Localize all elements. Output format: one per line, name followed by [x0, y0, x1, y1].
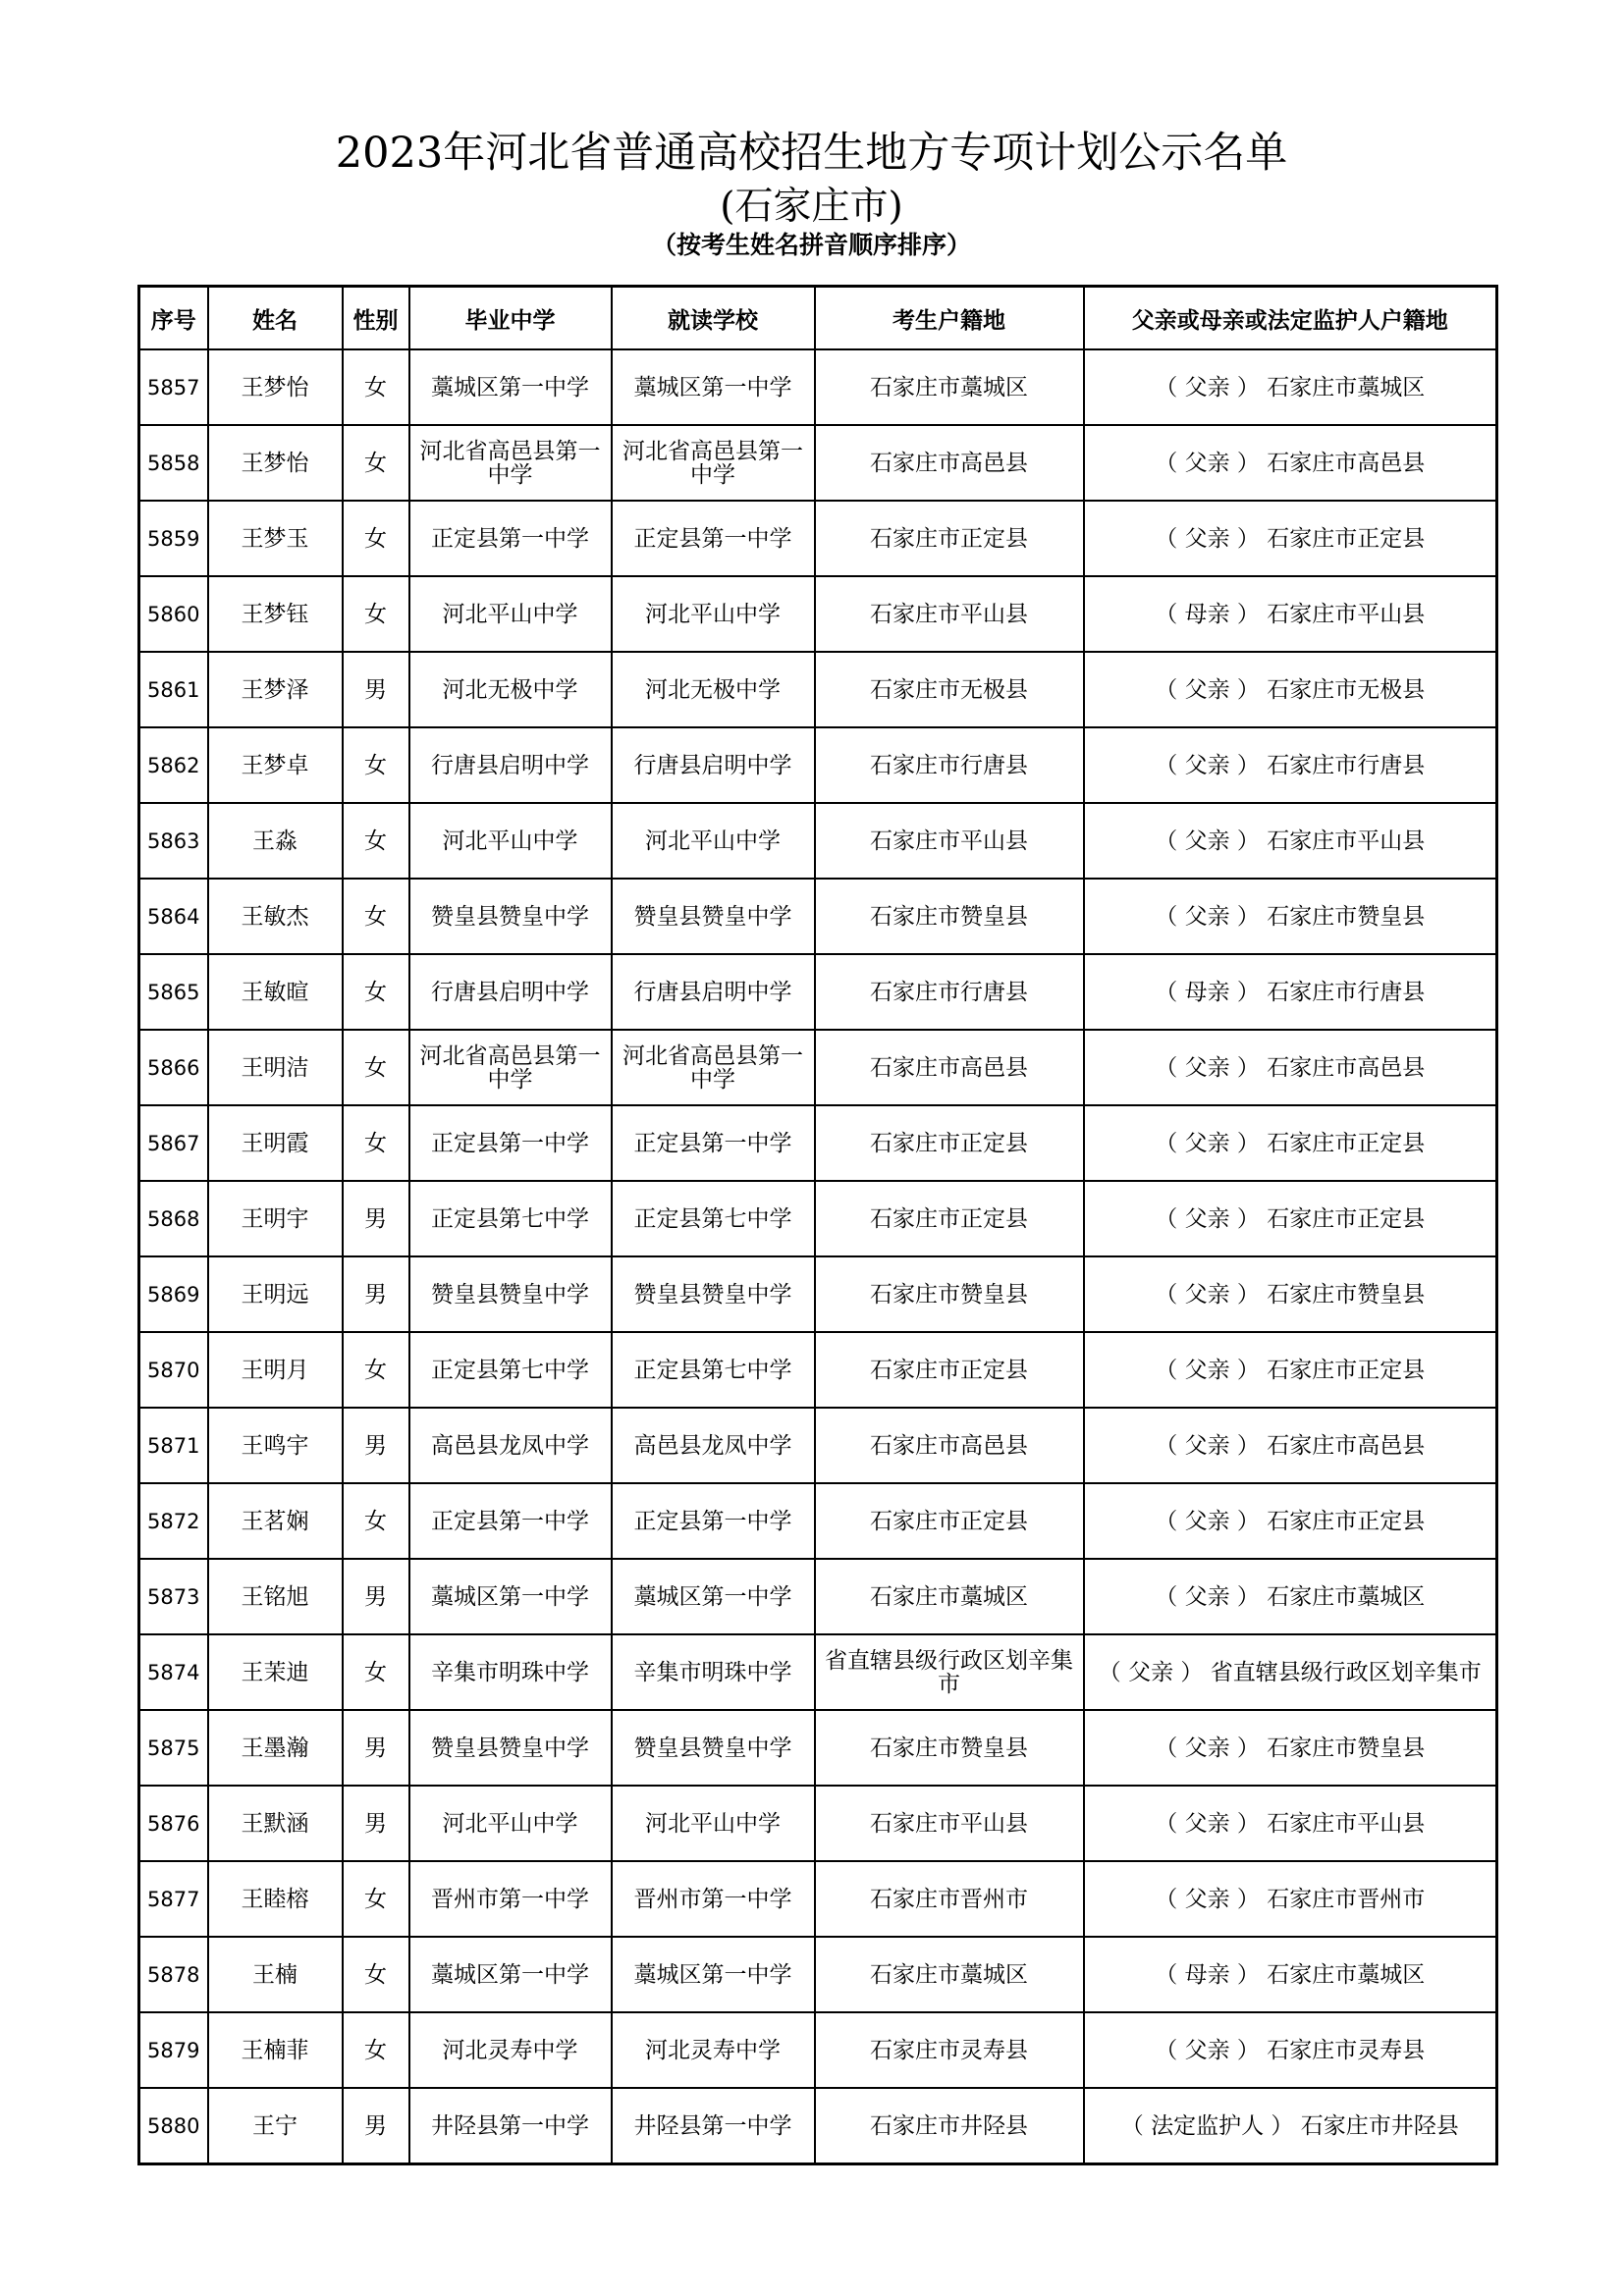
table-row	[139, 803, 1497, 879]
cell-current-school: 藁城区第一中学	[612, 1937, 815, 2012]
cell-parent-residence: （ 父亲 ） 石家庄市正定县	[1084, 501, 1497, 576]
cell-current-school: 藁城区第一中学	[612, 349, 815, 425]
cell-gender: 女	[343, 1332, 409, 1408]
cell-seq: 5867	[139, 1105, 208, 1181]
cell-graduation-school: 赞皇县赞皇中学	[409, 1256, 612, 1332]
cell-gender: 女	[343, 576, 409, 652]
cell-name: 王梦玉	[208, 501, 343, 576]
cell-parent-residence: （ 父亲 ） 石家庄市平山县	[1084, 803, 1497, 879]
roster-table	[137, 285, 1498, 2165]
cell-student-residence: 石家庄市赞皇县	[815, 879, 1084, 954]
cell-gender: 女	[343, 2012, 409, 2088]
table-row	[139, 1483, 1497, 1559]
cell-parent-residence: （ 父亲 ） 石家庄市无极县	[1084, 652, 1497, 727]
cell-name: 王墨瀚	[208, 1710, 343, 1786]
cell-name: 王铭旭	[208, 1559, 343, 1634]
cell-current-school: 河北无极中学	[612, 652, 815, 727]
cell-gender: 女	[343, 425, 409, 501]
cell-parent-residence: （ 父亲 ） 石家庄市藁城区	[1084, 1559, 1497, 1634]
cell-student-residence: 石家庄市行唐县	[815, 954, 1084, 1030]
cell-gender: 男	[343, 1786, 409, 1861]
cell-graduation-school: 藁城区第一中学	[409, 349, 612, 425]
cell-graduation-school: 藁城区第一中学	[409, 1559, 612, 1634]
table-row	[139, 1634, 1497, 1710]
cell-current-school: 正定县第一中学	[612, 501, 815, 576]
cell-student-residence: 石家庄市晋州市	[815, 1861, 1084, 1937]
cell-current-school: 正定县第七中学	[612, 1181, 815, 1256]
header-gender: 性别	[343, 287, 409, 350]
cell-current-school: 赞皇县赞皇中学	[612, 879, 815, 954]
cell-student-residence: 石家庄市赞皇县	[815, 1256, 1084, 1332]
cell-seq: 5866	[139, 1030, 208, 1105]
cell-parent-residence: （ 父亲 ） 石家庄市平山县	[1084, 1786, 1497, 1861]
cell-parent-residence: （ 父亲 ） 石家庄市正定县	[1084, 1181, 1497, 1256]
cell-parent-residence: （ 父亲 ） 石家庄市晋州市	[1084, 1861, 1497, 1937]
cell-current-school: 河北平山中学	[612, 803, 815, 879]
cell-student-residence: 石家庄市正定县	[815, 501, 1084, 576]
cell-name: 王梦泽	[208, 652, 343, 727]
cell-gender: 女	[343, 501, 409, 576]
page-subtitle: (石家庄市)	[720, 185, 903, 229]
cell-name: 王梦钰	[208, 576, 343, 652]
cell-current-school: 河北灵寿中学	[612, 2012, 815, 2088]
cell-gender: 男	[343, 2088, 409, 2164]
cell-seq: 5859	[139, 501, 208, 576]
cell-name: 王明宇	[208, 1181, 343, 1256]
cell-seq: 5870	[139, 1332, 208, 1408]
sort-note: （按考生姓名拼音顺序排序）	[651, 231, 971, 259]
table-row	[139, 652, 1497, 727]
cell-parent-residence: （ 父亲 ） 石家庄市赞皇县	[1084, 879, 1497, 954]
table-row	[139, 1408, 1497, 1483]
cell-parent-residence: （ 父亲 ） 石家庄市赞皇县	[1084, 1710, 1497, 1786]
cell-seq: 5869	[139, 1256, 208, 1332]
cell-name: 王梦卓	[208, 727, 343, 803]
cell-parent-residence: （ 父亲 ） 石家庄市正定县	[1084, 1105, 1497, 1181]
cell-graduation-school: 正定县第一中学	[409, 1105, 612, 1181]
cell-name: 王梦怡	[208, 425, 343, 501]
cell-name: 王明洁	[208, 1030, 343, 1105]
cell-seq: 5877	[139, 1861, 208, 1937]
header-graduation-school: 毕业中学	[409, 287, 612, 350]
table-row	[139, 576, 1497, 652]
cell-seq: 5863	[139, 803, 208, 879]
page-title: 2023年河北省普通高校招生地方专项计划公示名单	[335, 129, 1288, 178]
table-row	[139, 954, 1497, 1030]
cell-current-school: 河北省高邑县第一中学	[612, 1030, 815, 1105]
cell-student-residence: 石家庄市高邑县	[815, 1030, 1084, 1105]
cell-graduation-school: 井陉县第一中学	[409, 2088, 612, 2164]
cell-graduation-school: 河北省高邑县第一中学	[409, 425, 612, 501]
cell-seq: 5878	[139, 1937, 208, 2012]
cell-gender: 女	[343, 1634, 409, 1710]
table-row	[139, 501, 1497, 576]
table-row	[139, 2012, 1497, 2088]
cell-graduation-school: 河北灵寿中学	[409, 2012, 612, 2088]
cell-gender: 男	[343, 1181, 409, 1256]
cell-current-school: 正定县第一中学	[612, 1105, 815, 1181]
cell-name: 王明霞	[208, 1105, 343, 1181]
cell-gender: 男	[343, 652, 409, 727]
cell-graduation-school: 河北无极中学	[409, 652, 612, 727]
cell-gender: 女	[343, 1105, 409, 1181]
cell-parent-residence: （ 父亲 ） 石家庄市高邑县	[1084, 1408, 1497, 1483]
cell-name: 王宁	[208, 2088, 343, 2164]
cell-graduation-school: 赞皇县赞皇中学	[409, 1710, 612, 1786]
cell-parent-residence: （ 父亲 ） 石家庄市赞皇县	[1084, 1256, 1497, 1332]
cell-gender: 男	[343, 1408, 409, 1483]
cell-seq: 5874	[139, 1634, 208, 1710]
cell-gender: 男	[343, 1559, 409, 1634]
cell-parent-residence: （ 父亲 ） 石家庄市高邑县	[1084, 1030, 1497, 1105]
header-student-residence: 考生户籍地	[815, 287, 1084, 350]
cell-seq: 5862	[139, 727, 208, 803]
cell-parent-residence: （ 法定监护人 ） 石家庄市井陉县	[1084, 2088, 1497, 2164]
cell-graduation-school: 正定县第七中学	[409, 1181, 612, 1256]
cell-current-school: 正定县第七中学	[612, 1332, 815, 1408]
cell-student-residence: 石家庄市平山县	[815, 1786, 1084, 1861]
cell-graduation-school: 赞皇县赞皇中学	[409, 879, 612, 954]
cell-gender: 女	[343, 1030, 409, 1105]
cell-current-school: 藁城区第一中学	[612, 1559, 815, 1634]
cell-parent-residence: （ 父亲 ） 石家庄市藁城区	[1084, 349, 1497, 425]
cell-seq: 5872	[139, 1483, 208, 1559]
cell-graduation-school: 行唐县启明中学	[409, 727, 612, 803]
cell-graduation-school: 高邑县龙凤中学	[409, 1408, 612, 1483]
cell-student-residence: 省直辖县级行政区划辛集市	[815, 1634, 1084, 1710]
table-row	[139, 1786, 1497, 1861]
cell-name: 王茗娴	[208, 1483, 343, 1559]
cell-gender: 男	[343, 1710, 409, 1786]
cell-student-residence: 石家庄市正定县	[815, 1181, 1084, 1256]
cell-graduation-school: 辛集市明珠中学	[409, 1634, 612, 1710]
cell-name: 王鸣宇	[208, 1408, 343, 1483]
cell-name: 王睦榕	[208, 1861, 343, 1937]
table-row	[139, 349, 1497, 425]
cell-current-school: 行唐县启明中学	[612, 954, 815, 1030]
cell-current-school: 赞皇县赞皇中学	[612, 1256, 815, 1332]
cell-current-school: 井陉县第一中学	[612, 2088, 815, 2164]
table-row	[139, 1256, 1497, 1332]
cell-name: 王默涵	[208, 1786, 343, 1861]
cell-student-residence: 石家庄市正定县	[815, 1483, 1084, 1559]
cell-seq: 5879	[139, 2012, 208, 2088]
cell-parent-residence: （ 父亲 ） 石家庄市正定县	[1084, 1483, 1497, 1559]
cell-current-school: 河北平山中学	[612, 576, 815, 652]
cell-seq: 5865	[139, 954, 208, 1030]
cell-name: 王敏杰	[208, 879, 343, 954]
cell-graduation-school: 藁城区第一中学	[409, 1937, 612, 2012]
cell-student-residence: 石家庄市行唐县	[815, 727, 1084, 803]
cell-seq: 5861	[139, 652, 208, 727]
cell-seq: 5864	[139, 879, 208, 954]
table-row	[139, 879, 1497, 954]
cell-current-school: 河北平山中学	[612, 1786, 815, 1861]
table-row	[139, 1861, 1497, 1937]
cell-name: 王梦怡	[208, 349, 343, 425]
cell-seq: 5857	[139, 349, 208, 425]
table-row	[139, 425, 1497, 501]
cell-gender: 女	[343, 1483, 409, 1559]
header-name: 姓名	[208, 287, 343, 350]
cell-student-residence: 石家庄市无极县	[815, 652, 1084, 727]
cell-name: 王明远	[208, 1256, 343, 1332]
cell-student-residence: 石家庄市井陉县	[815, 2088, 1084, 2164]
header-parent-residence: 父亲或母亲或法定监护人户籍地	[1084, 287, 1497, 350]
cell-graduation-school: 行唐县启明中学	[409, 954, 612, 1030]
cell-student-residence: 石家庄市藁城区	[815, 349, 1084, 425]
cell-graduation-school: 河北省高邑县第一中学	[409, 1030, 612, 1105]
cell-student-residence: 石家庄市藁城区	[815, 1937, 1084, 2012]
table-row	[139, 1937, 1497, 2012]
cell-graduation-school: 河北平山中学	[409, 576, 612, 652]
cell-parent-residence: （ 父亲 ） 石家庄市行唐县	[1084, 727, 1497, 803]
cell-seq: 5876	[139, 1786, 208, 1861]
cell-current-school: 正定县第一中学	[612, 1483, 815, 1559]
cell-parent-residence: （ 父亲 ） 石家庄市灵寿县	[1084, 2012, 1497, 2088]
cell-student-residence: 石家庄市平山县	[815, 803, 1084, 879]
cell-gender: 女	[343, 349, 409, 425]
cell-student-residence: 石家庄市灵寿县	[815, 2012, 1084, 2088]
cell-seq: 5868	[139, 1181, 208, 1256]
cell-student-residence: 石家庄市高邑县	[815, 425, 1084, 501]
table-row	[139, 1332, 1497, 1408]
cell-seq: 5875	[139, 1710, 208, 1786]
cell-name: 王淼	[208, 803, 343, 879]
cell-name: 王茉迪	[208, 1634, 343, 1710]
cell-seq: 5860	[139, 576, 208, 652]
cell-student-residence: 石家庄市平山县	[815, 576, 1084, 652]
table-header-row	[139, 287, 1497, 350]
cell-gender: 女	[343, 879, 409, 954]
cell-current-school: 河北省高邑县第一中学	[612, 425, 815, 501]
cell-name: 王明月	[208, 1332, 343, 1408]
cell-parent-residence: （ 母亲 ） 石家庄市藁城区	[1084, 1937, 1497, 2012]
cell-current-school: 赞皇县赞皇中学	[612, 1710, 815, 1786]
cell-seq: 5880	[139, 2088, 208, 2164]
table-row	[139, 727, 1497, 803]
table-body	[139, 349, 1497, 2164]
cell-graduation-school: 正定县第一中学	[409, 501, 612, 576]
cell-student-residence: 石家庄市赞皇县	[815, 1710, 1084, 1786]
cell-current-school: 行唐县启明中学	[612, 727, 815, 803]
cell-parent-residence: （ 父亲 ） 省直辖县级行政区划辛集市	[1084, 1634, 1497, 1710]
cell-student-residence: 石家庄市藁城区	[815, 1559, 1084, 1634]
cell-parent-residence: （ 父亲 ） 石家庄市正定县	[1084, 1332, 1497, 1408]
cell-seq: 5873	[139, 1559, 208, 1634]
cell-seq: 5871	[139, 1408, 208, 1483]
cell-graduation-school: 河北平山中学	[409, 803, 612, 879]
cell-student-residence: 石家庄市正定县	[815, 1105, 1084, 1181]
table-row	[139, 2088, 1497, 2164]
cell-gender: 女	[343, 954, 409, 1030]
cell-name: 王楠	[208, 1937, 343, 2012]
cell-graduation-school: 晋州市第一中学	[409, 1861, 612, 1937]
cell-gender: 男	[343, 1256, 409, 1332]
table-row	[139, 1181, 1497, 1256]
cell-seq: 5858	[139, 425, 208, 501]
table-row	[139, 1559, 1497, 1634]
cell-student-residence: 石家庄市正定县	[815, 1332, 1084, 1408]
cell-gender: 女	[343, 1861, 409, 1937]
cell-current-school: 高邑县龙凤中学	[612, 1408, 815, 1483]
cell-name: 王敏暄	[208, 954, 343, 1030]
header-seq: 序号	[139, 287, 208, 350]
cell-gender: 女	[343, 727, 409, 803]
table-row	[139, 1030, 1497, 1105]
cell-graduation-school: 河北平山中学	[409, 1786, 612, 1861]
table-row	[139, 1710, 1497, 1786]
table-row	[139, 1105, 1497, 1181]
cell-graduation-school: 正定县第七中学	[409, 1332, 612, 1408]
cell-graduation-school: 正定县第一中学	[409, 1483, 612, 1559]
cell-parent-residence: （ 母亲 ） 石家庄市平山县	[1084, 576, 1497, 652]
cell-gender: 女	[343, 803, 409, 879]
header-current-school: 就读学校	[612, 287, 815, 350]
cell-gender: 女	[343, 1937, 409, 2012]
cell-name: 王楠菲	[208, 2012, 343, 2088]
cell-parent-residence: （ 母亲 ） 石家庄市行唐县	[1084, 954, 1497, 1030]
cell-parent-residence: （ 父亲 ） 石家庄市高邑县	[1084, 425, 1497, 501]
cell-student-residence: 石家庄市高邑县	[815, 1408, 1084, 1483]
cell-current-school: 辛集市明珠中学	[612, 1634, 815, 1710]
cell-current-school: 晋州市第一中学	[612, 1861, 815, 1937]
